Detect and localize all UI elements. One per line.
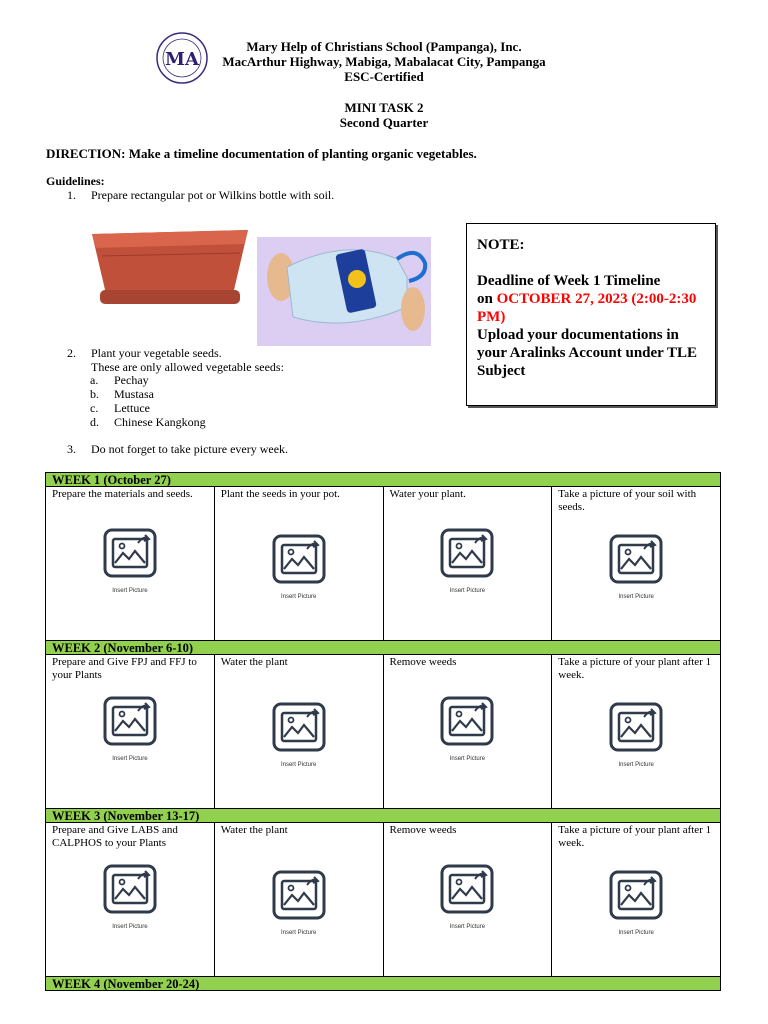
insert-picture-icon (608, 701, 664, 757)
note-deadline-date: on OCTOBER 27, 2023 (2:00-2:30 PM) (477, 291, 697, 325)
task-cell (215, 487, 384, 640)
school-address: MacArthur Highway, Mabiga, Mabalacat City, Pampanga (222, 54, 546, 69)
insert-picture-label: Insert Picture (112, 588, 148, 594)
task-text: Take a picture of your plant after 1 week. (558, 656, 712, 681)
task-text: Prepare and Give FPJ and FFJ to your Plants (52, 656, 197, 681)
insert-picture-label: Insert Picture (112, 924, 148, 930)
insert-picture-label: Insert Picture (618, 594, 654, 600)
week-row (45, 655, 721, 808)
insert-picture-placeholder[interactable] (271, 701, 327, 772)
school-accreditation: ESC-Certified (344, 69, 424, 84)
insert-picture-label: Insert Picture (280, 930, 317, 936)
task-cell (384, 655, 553, 808)
insert-picture-icon (608, 533, 664, 589)
seed-item: b. Mustasa (90, 387, 154, 401)
insert-picture-placeholder[interactable] (439, 863, 495, 934)
task-text: Water the plant (220, 824, 288, 836)
insert-picture-placeholder[interactable] (102, 527, 158, 598)
task-cell (46, 823, 215, 976)
insert-picture-label: Insert Picture (280, 762, 317, 768)
insert-picture-placeholder[interactable] (608, 533, 664, 604)
insert-picture-placeholder[interactable] (439, 695, 495, 766)
school-name: Mary Help of Christians School (Pampanga), Inc. (246, 39, 522, 54)
note-upload-instruction: Upload your documentations in your Aralinks Account under TLE Subject (477, 327, 698, 379)
note-deadline-line: Deadline of Week 1 Timeline (477, 273, 661, 289)
insert-picture-icon (608, 869, 664, 925)
task-cell (46, 487, 215, 640)
direction-text: Make a timeline documentation of planting organic vegetables. (128, 146, 477, 161)
week-header: WEEK 2 (November 6-10) (45, 640, 721, 655)
task-cell (384, 823, 553, 976)
week-header: WEEK 3 (November 13-17) (45, 808, 721, 823)
insert-picture-icon (439, 695, 495, 751)
task-text: Water your plant. (389, 488, 466, 500)
guideline-subtext: These are only allowed vegetable seeds: (91, 360, 284, 374)
insert-picture-label: Insert Picture (280, 594, 317, 600)
insert-picture-label: Insert Picture (112, 756, 148, 762)
seed-item: c. Lettuce (90, 401, 150, 415)
insert-picture-icon (271, 533, 327, 589)
insert-picture-icon (271, 701, 327, 757)
task-cell (215, 823, 384, 976)
week-header: WEEK 4 (November 20-24) (45, 976, 721, 991)
wilkins-bottle-image (257, 237, 431, 346)
insert-picture-placeholder[interactable] (271, 533, 327, 604)
task-cell (46, 655, 215, 808)
task-quarter: Second Quarter (339, 115, 429, 130)
insert-picture-label: Insert Picture (618, 762, 654, 768)
guideline-item: 1. Prepare rectangular pot or Wilkins bottle with soil. (67, 188, 335, 202)
insert-picture-icon (439, 527, 495, 583)
task-text: Prepare the materials and seeds. (52, 488, 193, 500)
week-header: WEEK 1 (October 27) (45, 472, 721, 487)
week-row (45, 823, 721, 976)
task-text: Remove weeds (389, 824, 457, 836)
logo-monogram: MA (165, 49, 199, 70)
insert-picture-placeholder[interactable] (608, 869, 664, 940)
guidelines-heading: Guidelines: (46, 174, 105, 188)
insert-picture-label: Insert Picture (449, 756, 486, 762)
insert-picture-icon (439, 863, 495, 919)
insert-picture-placeholder[interactable] (271, 869, 327, 940)
insert-picture-placeholder[interactable] (102, 863, 158, 934)
task-cell (552, 655, 720, 808)
task-text: Plant the seeds in your pot. (220, 488, 340, 500)
insert-picture-label: Insert Picture (449, 588, 486, 594)
task-cell (384, 487, 553, 640)
seed-item: a. Pechay (90, 373, 149, 387)
direction (46, 146, 477, 162)
insert-picture-icon (102, 863, 158, 919)
insert-picture-placeholder[interactable] (102, 695, 158, 766)
direction-label: DIRECTION: (46, 146, 126, 161)
week-row (45, 487, 721, 640)
insert-picture-label: Insert Picture (449, 924, 486, 930)
timeline-table (45, 472, 721, 991)
task-text: Take a picture of your plant after 1 week. (558, 824, 712, 849)
task-text: Take a picture of your soil with seeds. (558, 488, 697, 513)
insert-picture-label: Insert Picture (618, 930, 654, 936)
insert-picture-icon (102, 695, 158, 751)
task-cell (552, 487, 720, 640)
rectangular-pot-image (88, 220, 252, 318)
insert-picture-placeholder[interactable] (439, 527, 495, 598)
task-title: MINI TASK 2 (344, 100, 424, 115)
insert-picture-icon (102, 527, 158, 583)
task-cell (552, 823, 720, 976)
note-title: NOTE: (477, 237, 525, 253)
guideline-item: 3. Do not forget to take picture every week. (67, 442, 289, 456)
insert-picture-icon (271, 869, 327, 925)
task-text: Water the plant (220, 656, 288, 668)
seed-item: d. Chinese Kangkong (90, 415, 206, 429)
insert-picture-placeholder[interactable] (608, 701, 664, 772)
task-cell (215, 655, 384, 808)
task-text: Remove weeds (389, 656, 457, 668)
task-text: Prepare and Give LABS and CALPHOS to your Plants (52, 824, 178, 849)
note-box (466, 223, 716, 406)
guideline-item: 2. Plant your vegetable seeds. (67, 346, 222, 360)
